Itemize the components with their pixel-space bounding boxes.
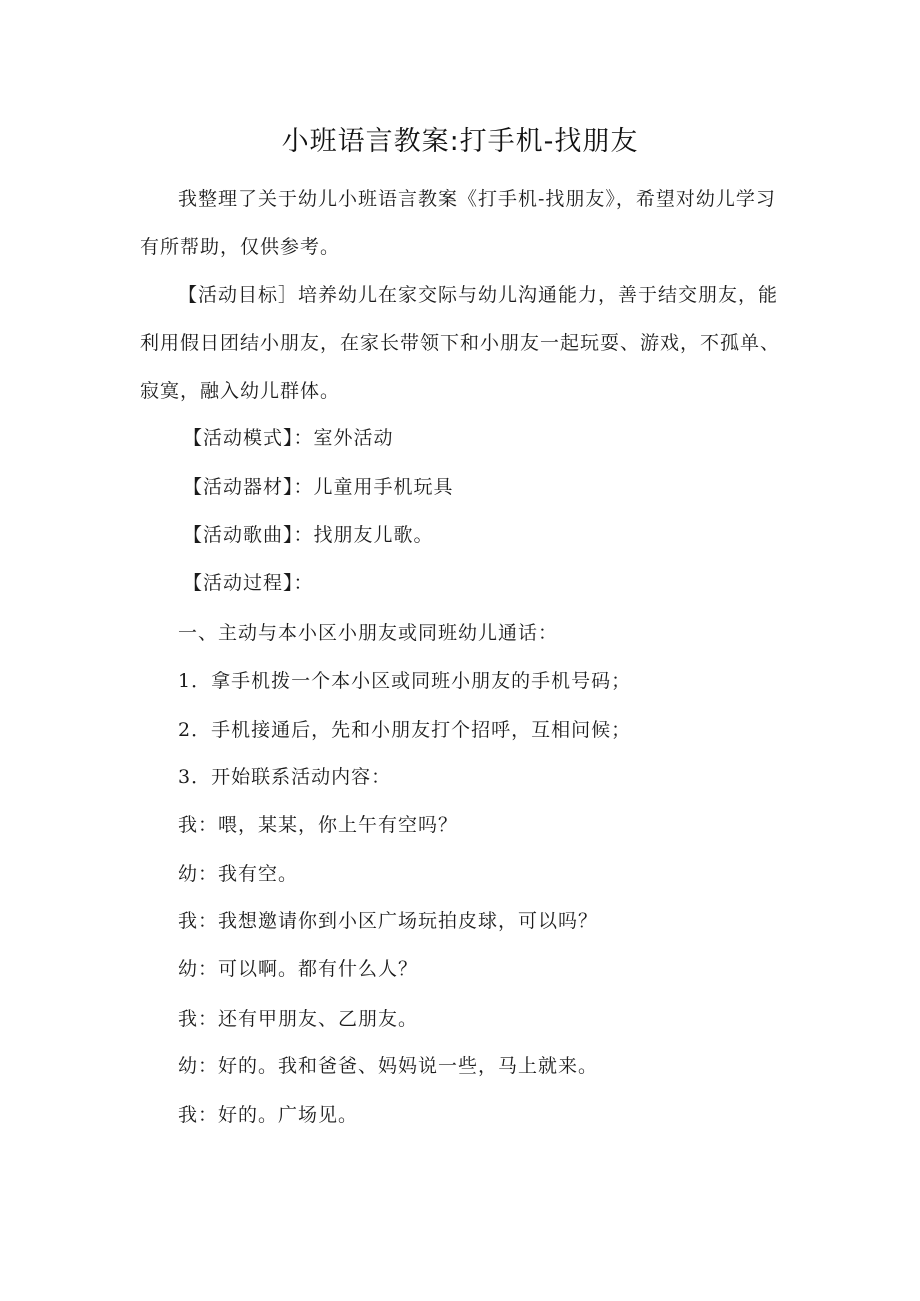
activity-mode-line: 【活动模式】：室外活动: [183, 427, 394, 449]
step-item: 2．手机接通后，先和小朋友打个招呼，互相问候；: [178, 719, 632, 741]
dialogue-line: 我：喂，某某，你上午有空吗？: [178, 814, 459, 836]
dialogue-line: 我：我想邀请你到小区广场玩拍皮球，可以吗？: [178, 910, 599, 932]
intro-paragraph: 我整理了关于幼儿小班语言教案《打手机-找朋友》，希望对幼儿学习有所帮助，仅供参考。: [140, 188, 776, 258]
step-item: 3．开始联系活动内容：: [178, 766, 392, 788]
dialogue-line: 我：好的。广场见。: [178, 1104, 359, 1126]
activity-goal-paragraph: 【活动目标］培养幼儿在家交际与幼儿沟通能力，善于结交朋友，能利用假日团结小朋友，在家长带领下和小朋友一起玩耍、游戏，不孤单、寂寞，融入幼儿群体。: [140, 284, 781, 402]
dialogue-line: 我：还有甲朋友、乙朋友。: [178, 1008, 419, 1030]
section-one-heading: 一、主动与本小区小朋友或同班幼儿通话：: [178, 622, 559, 644]
step-item: 1．拿手机拨一个本小区或同班小朋友的手机号码；: [178, 670, 632, 692]
dialogue-line: 幼：可以啊。都有什么人？: [178, 958, 419, 980]
dialogue-line: 幼：好的。我和爸爸、妈妈说一些，马上就来。: [178, 1055, 599, 1077]
document-title: 小班语言教案:打手机-找朋友: [281, 126, 639, 157]
activity-equipment-line: 【活动器材】：儿童用手机玩具: [183, 476, 454, 498]
activity-song-line: 【活动歌曲】：找朋友儿歌。: [183, 524, 434, 546]
dialogue-line: 幼：我有空。: [178, 863, 299, 885]
activity-process-heading: 【活动过程】：: [183, 572, 314, 594]
